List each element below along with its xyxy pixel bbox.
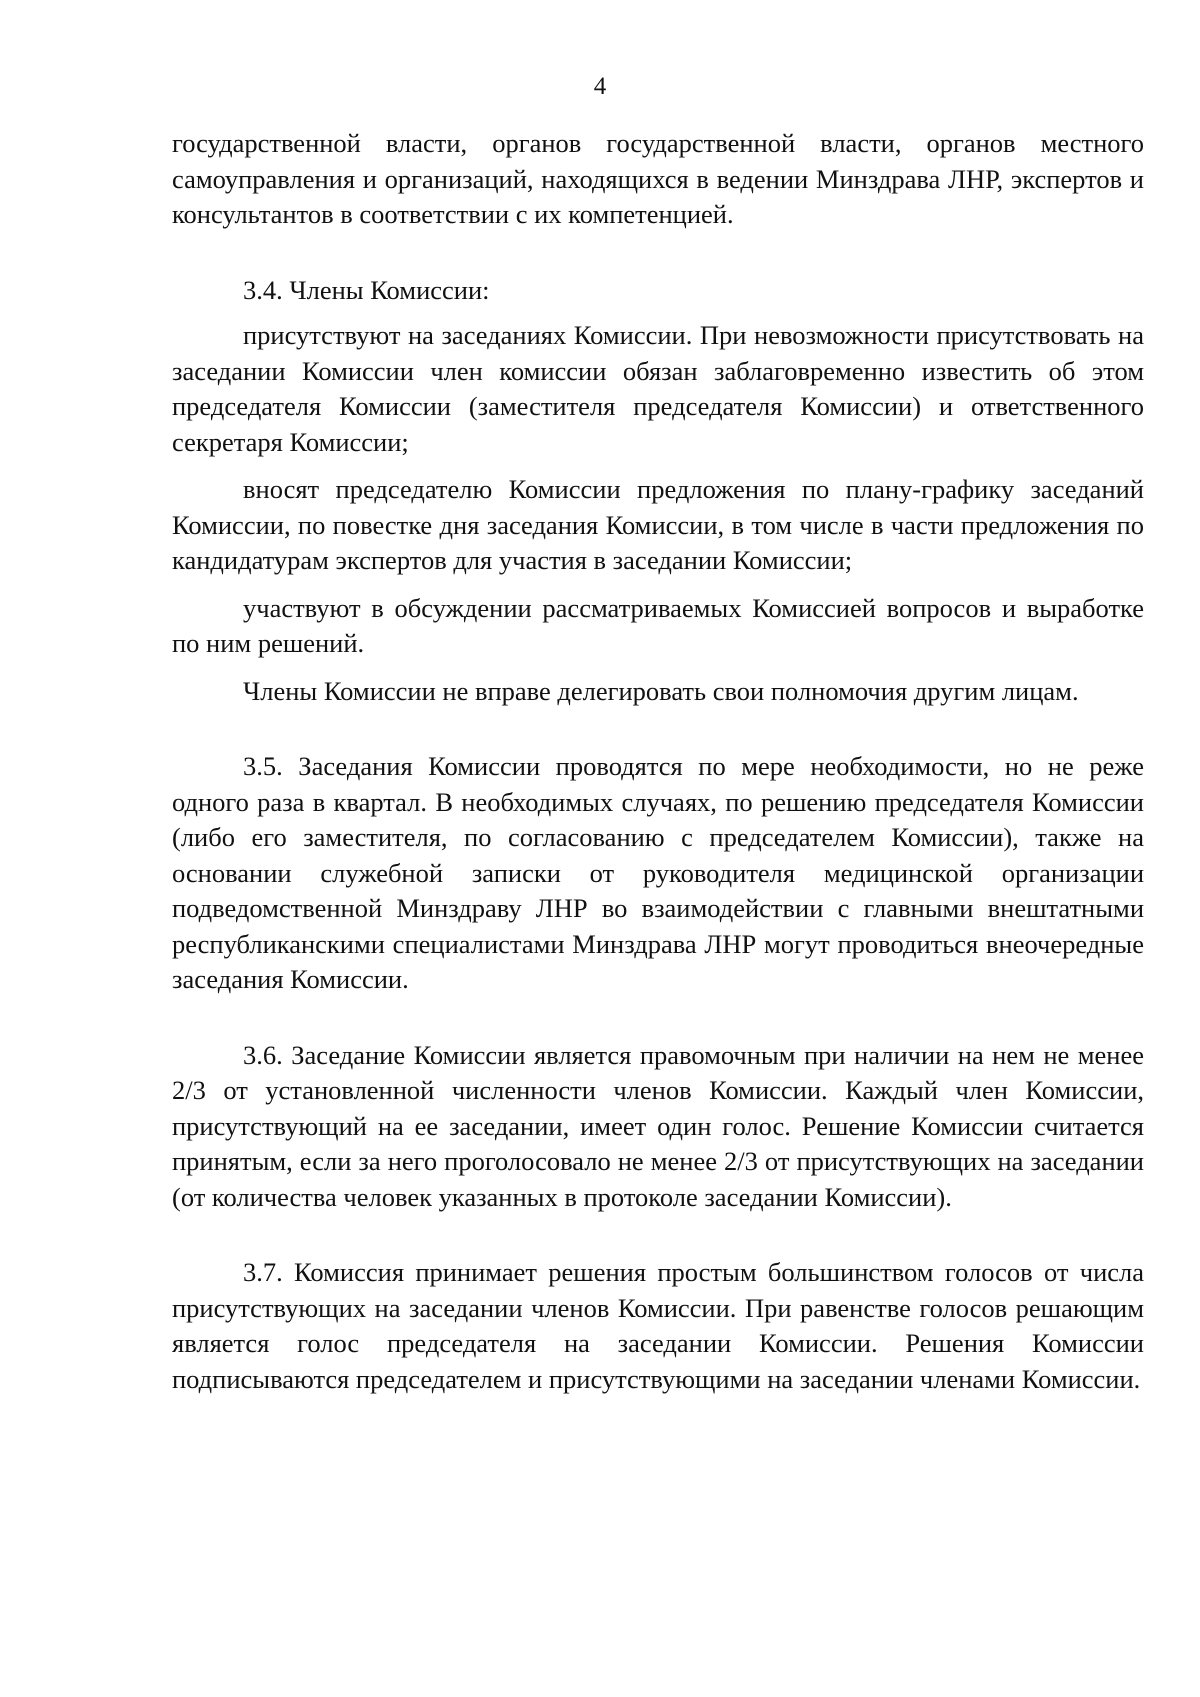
section-3-4-heading: 3.4. Члены Комиссии: <box>243 274 490 305</box>
page-number: 4 <box>593 73 607 100</box>
paragraph-3-4-propose: вносят председателю Комиссии предложения по плану-графику заседаний Комиссии, по повестке дня заседания Комиссии, в том числе в части предложения по кандидатурам экспертов для участия в заседании Комиссии; <box>172 474 1144 575</box>
paragraph-3-4-delegation: Члены Комиссии не вправе делегировать свои полномочия другим лицам. <box>243 675 1079 706</box>
section-3-6: 3.6. Заседание Комиссии является правомочным при наличии на нем не менее 2/3 от установленной численности членов Комиссии. Каждый член Комиссии, присутствующий на ее заседании, имеет один голос. Решение Комиссии считается принятым, если за него проголосовало не менее 2/3 от присутствующих на заседании (от количества человек указанных в протоколе заседании Комиссии). <box>172 1039 1144 1212</box>
paragraph-3-4-participate: участвуют в обсуждении рассматриваемых Комиссией вопросов и выработке по ним решений. <box>172 592 1144 658</box>
document-body <box>172 126 1144 1397</box>
paragraph-3-4-attend: присутствуют на заседаниях Комиссии. При невозможности присутствовать на заседании Комиссии член комиссии обязан заблаговременно известить об этом председателя Комиссии (заместителя председателя Комиссии) и ответственного секретаря Комиссии; <box>172 320 1144 457</box>
section-3-7: 3.7. Комиссия принимает решения простым большинством голосов от числа присутствующих на заседании членов Комиссии. При равенстве голосов решающим является голос председателя на заседании Комиссии. Решения Комиссии подписываются председателем и присутствующими на заседании членами Комиссии. <box>172 1257 1144 1394</box>
paragraph-continuation: государственной власти, органов государственной власти, органов местного самоуправления и организаций, находящихся в ведении Минздрава ЛНР, экспертов и консультантов в соответствии с их компетенцией. <box>172 128 1144 229</box>
section-3-5: 3.5. Заседания Комиссии проводятся по мере необходимости, но не реже одного раза в квартал. В необходимых случаях, по решению председателя Комиссии (либо его заместителя, по согласованию с председателем Комиссии), также на основании служебной записки от руководителя медицинской организации подведомственной Минздраву ЛНР во взаимодействии с главными внештатными республиканскими специалистами Минздрава ЛНР могут проводиться внеочередные заседания Комиссии. <box>172 751 1144 994</box>
